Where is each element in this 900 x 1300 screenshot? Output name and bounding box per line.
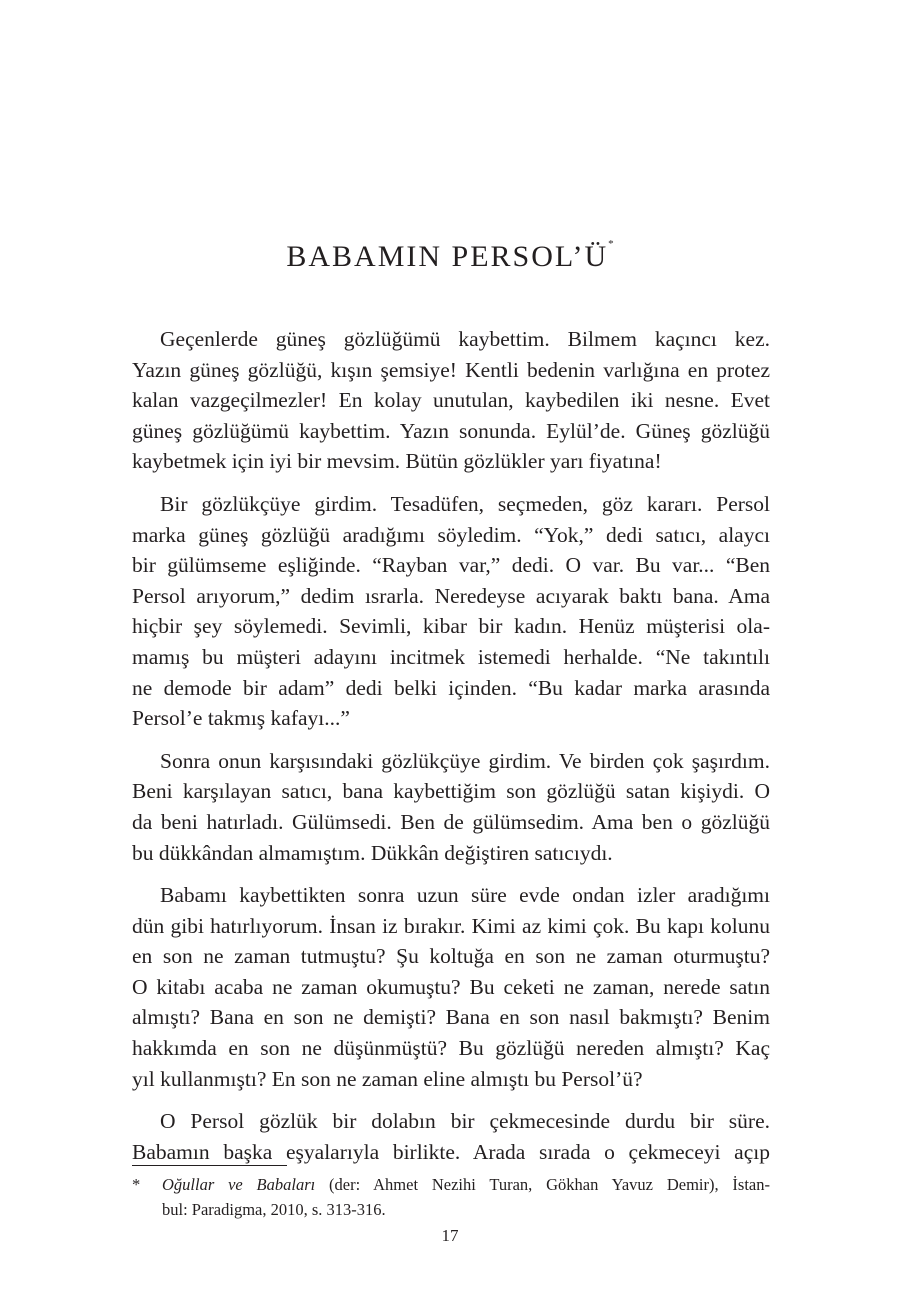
footnote-line: bul: Paradigma, 2010, s. 313-316. [162,1200,386,1219]
text-line: kalan vazgeçilmezler! En kolay unutulan, kaybedilen iki nesne. Evet [132,388,770,413]
text-line: Babamı kaybettikten sonra uzun süre evde ondan izler aradığımı [160,883,770,908]
text-line: Persol’e takmış kafayı...” [132,706,350,731]
page-number: 17 [441,1226,459,1245]
paragraph-5 [132,1106,770,1167]
paragraph-1 [132,324,770,477]
footnote-line-rest: (der: Ahmet Nezihi Turan, Gökhan Yavuz Demir), İstan- [315,1175,770,1194]
title-footnote-marker: * [608,238,614,250]
footnote-book-title: Oğullar ve Babaları [162,1175,316,1194]
text-line: Beni karşılayan satıcı, bana kaybettiğim son gözlüğü satan kişiydi. O [132,779,770,804]
footnote [132,1172,770,1222]
text-line: dün gibi hatırlıyorum. İnsan iz bırakır. Kimi az kimi çok. Bu kapı kolunu [132,913,770,938]
footnote-divider [132,1165,287,1166]
text-line: güneş gözlüğümü kaybettim. Yazın sonunda. Eylül’de. Güneş gözlüğü [132,418,770,443]
chapter-title-text: BABAMIN PERSOL’Ü [286,240,609,273]
footnote-text [162,1172,770,1222]
text-line: en son ne zaman tutmuştu? Şu koltuğa en son ne zaman oturmuştu? [132,944,770,969]
text-line: bir gülümseme eşliğinde. “Rayban var,” dedi. O var. Bu var... “Ben [132,553,770,578]
text-line: Babamın başka eşyalarıyla birlikte. Arada sırada o çekmeceyi açıp [132,1139,770,1164]
text-line: yıl kullanmıştı? En son ne zaman eline almıştı bu Persol’ü? [132,1066,643,1091]
text-line: da beni hatırladı. Gülümsedi. Ben de gülümsedim. Ama ben o gözlüğü [132,809,770,834]
text-line: kaybetmek için iyi bir mevsim. Bütün gözlükler yarı fiyatına! [132,449,662,474]
footnote-marker: * [132,1175,141,1194]
text-line: O Persol gözlük bir dolabın bir çekmecesinde durdu bir süre. [160,1109,770,1134]
text-line: Bir gözlükçüye girdim. Tesadüfen, seçmeden, göz kararı. Persol [160,491,770,516]
body-text [132,324,770,1179]
text-line: marka güneş gözlüğü aradığımı söyledim. “Yok,” dedi satıcı, alaycı [132,522,770,547]
text-line: Sonra onun karşısındaki gözlükçüye girdim. Ve birden çok şaşırdım. [160,748,770,773]
text-line: bu dükkândan almamıştım. Dükkân değiştiren satıcıydı. [132,840,613,865]
text-line: hakkımda en son ne düşünmüştü? Bu gözlüğü nereden almıştı? Kaç [132,1036,770,1061]
text-line: mamış bu müşteri adayını incitmek istemedi herhalde. “Ne takıntılı [132,644,770,669]
chapter-title [0,240,900,274]
paragraph-3 [132,746,770,868]
text-line: Persol arıyorum,” dedim ısrarla. Neredeyse acıyarak baktı bana. Ama [132,583,770,608]
text-line: Yazın güneş gözlüğü, kışın şemsiye! Kentli bedenin varlığına en protez [132,357,770,382]
text-line: hiçbir şey söylemedi. Sevimli, kibar bir kadın. Henüz müşterisi ola- [132,614,770,639]
text-line: Geçenlerde güneş gözlüğümü kaybettim. Bilmem kaçıncı kez. [160,327,770,351]
paragraph-4 [132,880,770,1094]
text-line: ne demode bir adam” dedi belki içinden. “Bu kadar marka arasında [132,675,770,700]
footnote-line [162,1172,770,1197]
text-line: O kitabı acaba ne zaman okumuştu? Bu ceketi ne zaman, nerede satın [132,974,770,999]
paragraph-2 [132,489,770,734]
text-line: almıştı? Bana en son ne demişti? Bana en son nasıl bakmıştı? Benim [132,1005,770,1030]
